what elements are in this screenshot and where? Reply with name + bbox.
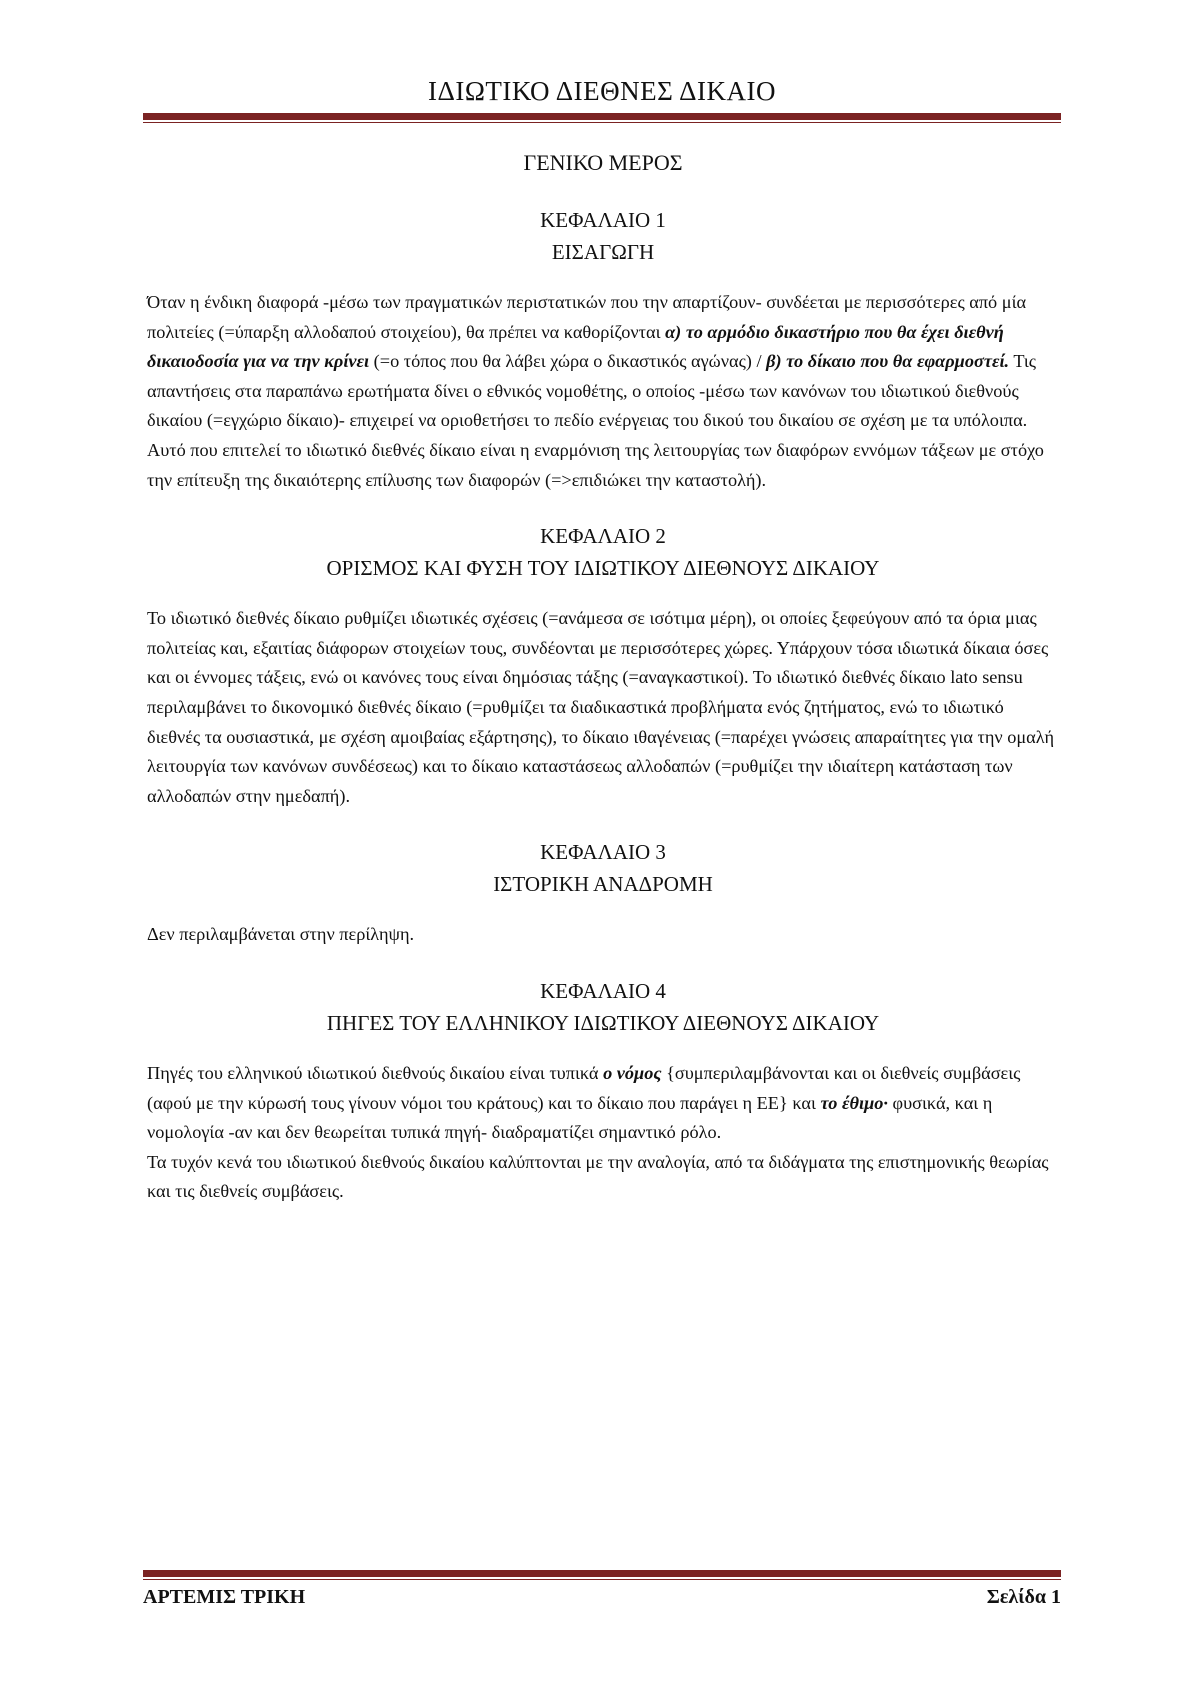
emphasis-text: ο νόμος (603, 1062, 662, 1083)
paragraph-text: Δεν περιλαμβάνεται στην περίληψη. (147, 924, 415, 945)
paragraph-text: Τις απαντήσεις στα παραπάνω ερωτήματα δίνει ο εθνικός νομοθέτης, ο οποίος -μέσω των κανόνων του ιδιωτικού διεθνούς δικαίου (=εγχώριο δίκαιο)- επιχειρεί να οριοθετήσει το πεδίο ενέργειας του δικού του δικαίου σε σχέση με τα υπόλοιπα. Αυτό που επιτελεί το ιδιωτικό διεθνές δίκαιο είναι η εναρμόνιση της λειτουργίας των διαφόρων εννόμων τάξεων με στόχο την επίτευξη της δικαιότερης επίλυσης των διαφορών (=>επιδιώκει την καταστολή). (147, 351, 1044, 490)
chapter-title: ΟΡΙΣΜΟΣ ΚΑΙ ΦΥΣΗ ΤΟΥ ΙΔΙΩΤΙΚΟΥ ΔΙΕΘΝΟΥΣ ΔΙΚΑΙΟΥ (326, 556, 880, 581)
page-number: Σελίδα 1 (986, 1586, 1061, 1608)
paragraph-text: {συμπεριλαμβάνονται και οι διεθνείς συμβάσεις (αφού με την κύρωσή τους γίνουν νόμοι του κράτους) και το δίκαιο που παράγει η ΕΕ} και (147, 1062, 1021, 1113)
chapter-2-heading (147, 520, 1059, 584)
chapter-number: ΚΕΦΑΛΑΙΟ 3 (540, 840, 666, 865)
chapter-3-paragraph (147, 920, 1059, 950)
chapter-3-heading (147, 836, 1059, 900)
chapter-number: ΚΕΦΑΛΑΙΟ 2 (540, 524, 666, 549)
emphasis-text: β) το δίκαιο που θα εφαρμοστεί. (766, 351, 1010, 372)
chapter-number: ΚΕΦΑΛΑΙΟ 1 (540, 208, 666, 232)
footer-rule-thin (143, 1579, 1061, 1580)
paragraph-text: Το ιδιωτικό διεθνές δίκαιο ρυθμίζει ιδιωτικές σχέσεις (=ανάμεσα σε ισότιμα μέρη), οι οποίες ξεφεύγουν από τα όρια μιας πολιτείας και, εξαιτίας διάφορων στοιχείων τους, συνδέονται με περισσότερες χώρες. Υπάρχουν τόσα ιδιωτικά δίκαια όσες και οι έννομες τάξεις, ενώ οι κανόνες τους είναι δημόσιας τάξης (=αναγκαστικοί). Το ιδιωτικό διεθνές δίκαιο lato sensu περιλαμβάνει το δικονομικό διεθνές δίκαιο (=ρυθμίζει τα διαδικαστικά προβλήματα ενός ζητήματος, ενώ το ιδιωτικό διεθνές τα ουσιαστικά, με σχέση αμοιβαίας εξάρτησης), το δίκαιο ιθαγένειας (=παρέχει γνώσεις απαραίτητες για την ομαλή λειτουργία των κανόνων συνδέσεως) και το δίκαιο καταστάσεως αλλοδαπών (=ρυθμίζει την ιδιαίτερη κατάσταση των αλλοδαπών στην ημεδαπή). (147, 608, 1055, 806)
part-title: ΓΕΝΙΚΟ ΜΕΡΟΣ (523, 150, 683, 175)
document-title: ΙΔΙΩΤΙΚΟ ΔΙΕΘΝΕΣ ΔΙΚΑΙΟ (428, 76, 776, 106)
footer-rule (143, 1570, 1061, 1577)
paragraph-text: Πηγές του ελληνικού ιδιωτικού διεθνούς δικαίου είναι τυπικά (147, 1062, 604, 1083)
document-body (147, 148, 1059, 1232)
header-rule-thin (143, 122, 1061, 123)
chapter-4-paragraph (147, 1059, 1059, 1148)
chapter-2-paragraph (147, 604, 1059, 811)
chapter-4-heading (147, 975, 1059, 1039)
chapter-number: ΚΕΦΑΛΑΙΟ 4 (540, 978, 666, 1003)
emphasis-text: το έθιμο· (820, 1092, 888, 1113)
paragraph-text: (=ο τόπος που θα λάβει χώρα ο δικαστικός αγώνας) / (369, 351, 767, 372)
chapter-1-heading (147, 204, 1059, 268)
chapter-title: ΕΙΣΑΓΩΓΗ (551, 240, 655, 264)
page-header (143, 72, 1061, 110)
header-rule (143, 113, 1061, 120)
chapter-title: ΠΗΓΕΣ ΤΟΥ ΕΛΛΗΝΙΚΟΥ ΙΔΙΩΤΙΚΟΥ ΔΙΕΘΝΟΥΣ ΔΙΚΑΙΟΥ (326, 1010, 880, 1035)
emphasis-text: α) το αρμόδιο δικαστήριο που θα έχει διεθνή δικαιοδοσία για να την κρίνει (147, 321, 1004, 372)
chapter-title: ΙΣΤΟΡΙΚΗ ΑΝΑΔΡΟΜΗ (493, 872, 713, 897)
chapter-4-paragraph-2: Τα τυχόν κενά του ιδιωτικού διεθνούς δικαίου καλύπτονται με την αναλογία, από τα διδάγματα της επιστημονικής θεωρίας και τις διεθνείς συμβάσεις. (147, 1151, 1049, 1202)
footer-author: ΑΡΤΕΜΙΣ ΤΡΙΚΗ (143, 1586, 306, 1608)
chapter-1-paragraph (147, 288, 1059, 495)
page-footer (143, 1584, 1061, 1610)
paragraph-text: Όταν η ένδικη διαφορά -μέσω των πραγματικών περιστατικών που την απαρτίζουν- συνδέεται με περισσότερες από μία πολιτείες (=ύπαρξη αλλοδαπού στοιχείου), θα πρέπει να καθορίζονται (147, 292, 1027, 342)
paragraph-text: φυσικά, και η νομολογία -αν και δεν θεωρείται τυπικά πηγή- διαδραματίζει σημαντικό ρόλο. (147, 1092, 993, 1143)
